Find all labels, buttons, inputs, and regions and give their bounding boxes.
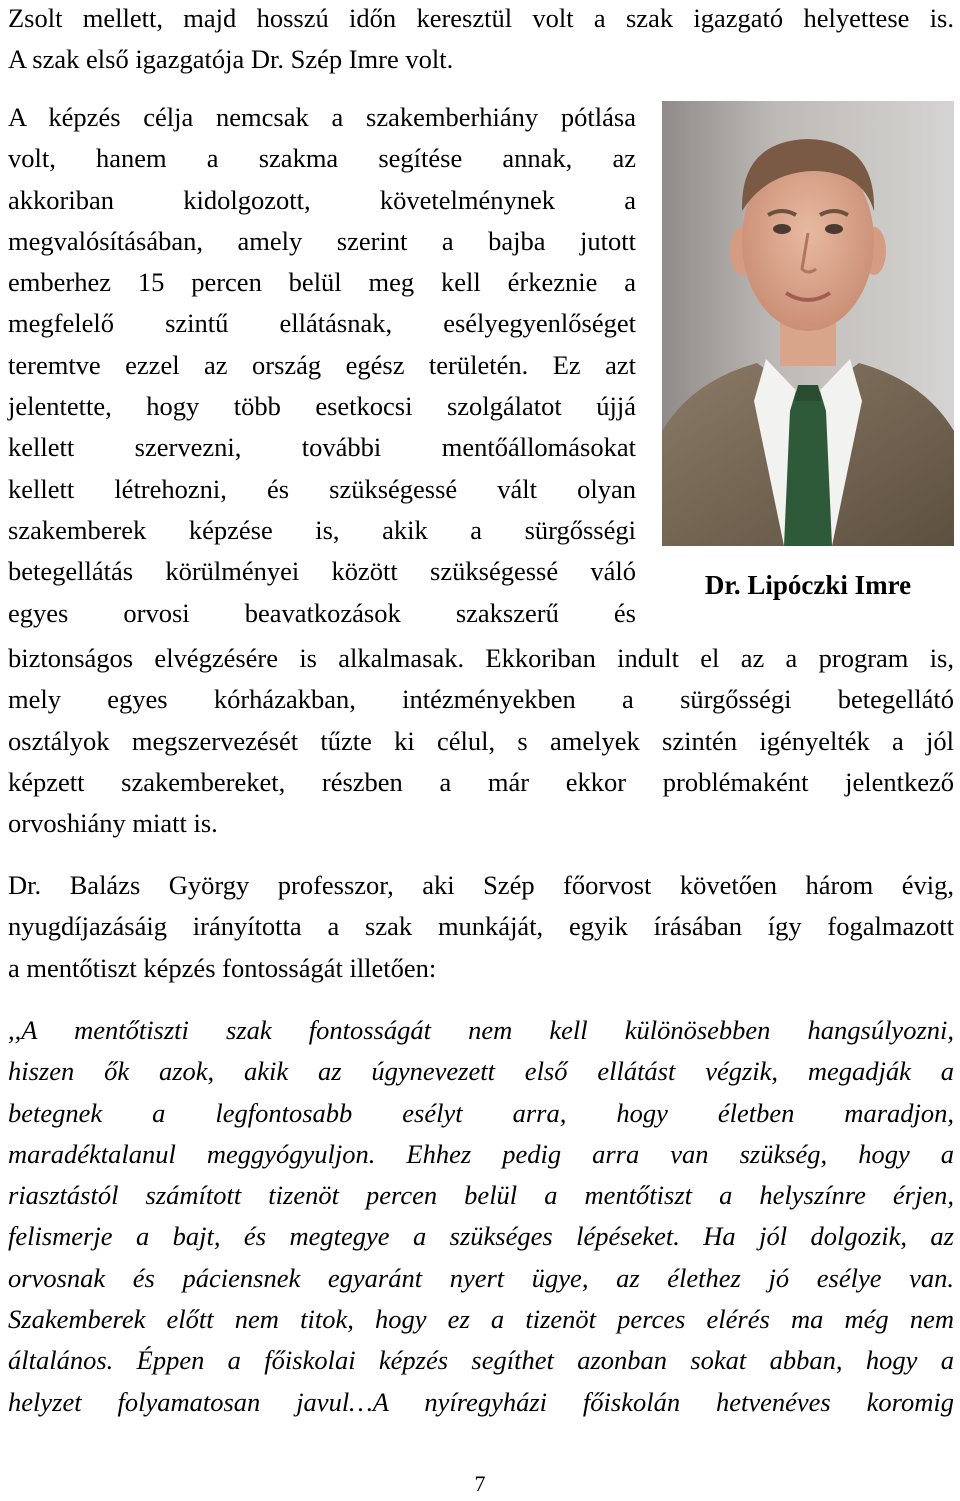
text-line: megvalósításában, amely szerint a bajba jutott [8,225,636,256]
training-goal-paragraph [8,97,636,634]
text-line: volt, hanem a szakma segítése annak, az [8,143,636,174]
text-line: jelentette, hogy több esetkocsi szolgálatot újjá [8,391,636,422]
text-line: egyes orvosi beavatkozások szakszerű és [8,597,636,628]
text-line: szakemberek képzése is, akik a sürgősségi [8,514,636,545]
intro-paragraph [8,0,954,81]
quote-line: hiszen ők azok, akik az úgynevezett első ellátást végzik, megadják a [8,1056,954,1087]
photo-caption: Dr. Lipóczki Imre [704,570,912,600]
text-line: nyugdíjazásáig irányította a szak munkáját, egyik írásában így fogalmazott [8,911,954,942]
page-number: 7 [474,1471,486,1496]
text-line: emberhez 15 percen belül meg kell érkeznie a [8,267,636,298]
portrait-photo [662,101,954,546]
text-line: orvoshiány miatt is. [8,808,218,839]
text-line: kellett létrehozni, és szükségessé vált olyan [8,473,636,504]
training-goal-continuation [8,638,954,844]
portrait-illustration [662,101,954,546]
text-line: mely egyes kórházakban, intézményekben a sürgősségi betegellátó [8,684,954,715]
text-line: betegellátás körülményei között szükségessé váló [8,556,636,587]
text-line: teremtve ezzel az ország egész területén. Ez azt [8,349,636,380]
text-line: A képzés célja nemcsak a szakemberhiány pótlása [8,102,636,132]
quote-line: helyzet folyamatosan javul…A nyíregyházi főiskolán hetvenéves koromig [8,1386,954,1417]
text-line: kellett szervezni, további mentőállomásokat [8,432,636,463]
text-line: megfelelő szintű ellátásnak, esélyegyenlőséget [8,308,636,339]
quote-line: általános. Éppen a főiskolai képzés segíthet azonban sokat abban, hogy a [8,1345,954,1376]
balazs-paragraph [8,865,954,989]
text-line: Dr. Balázs György professzor, aki Szép főorvost követően három évig, [8,870,954,900]
text-line: a mentőtiszt képzés fontosságát illetően: [8,952,437,983]
text-line: A szak első igazgatója Dr. Szép Imre volt. [8,44,454,75]
quote-line: ,,A mentőtiszti szak fontosságát nem kell különösebben hangsúlyozni, [8,1015,954,1045]
text-line: biztonságos elvégzésére is alkalmasak. Ekkoriban indult el az a program is, [8,643,954,673]
quote-line: orvosnak és páciensnek egyaránt nyert ügye, az élethez jó esélye van. [8,1262,954,1293]
text-line: Zsolt mellett, majd hosszú időn keresztül volt a szak igazgató helyettese is. [8,3,954,33]
text-line: képzett szakembereket, részben a már ekkor problémaként jelentkező [8,766,954,797]
text-line: akkoriban kidolgozott, követelménynek a [8,184,636,215]
text-line: osztályok megszervezését tűzte ki célul, s amelyek szintén igényelték a jól [8,725,954,756]
quote-line: Szakemberek előtt nem titok, hogy ez a tizenöt perces elérés ma még nem [8,1304,954,1335]
quote-line: felismerje a bajt, és megtegye a szükséges lépéseket. Ha jól dolgozik, az [8,1221,954,1252]
quote-line: maradéktalanul meggyógyuljon. Ehhez pedig arra van szükség, hogy a [8,1138,954,1169]
quote-line: betegnek a legfontosabb esélyt arra, hogy életben maradjon, [8,1097,954,1128]
quote-line: riasztástól számított tizenöt percen belül a mentőtiszt a helyszínre érjen, [8,1180,954,1211]
quote-paragraph [8,1010,954,1423]
